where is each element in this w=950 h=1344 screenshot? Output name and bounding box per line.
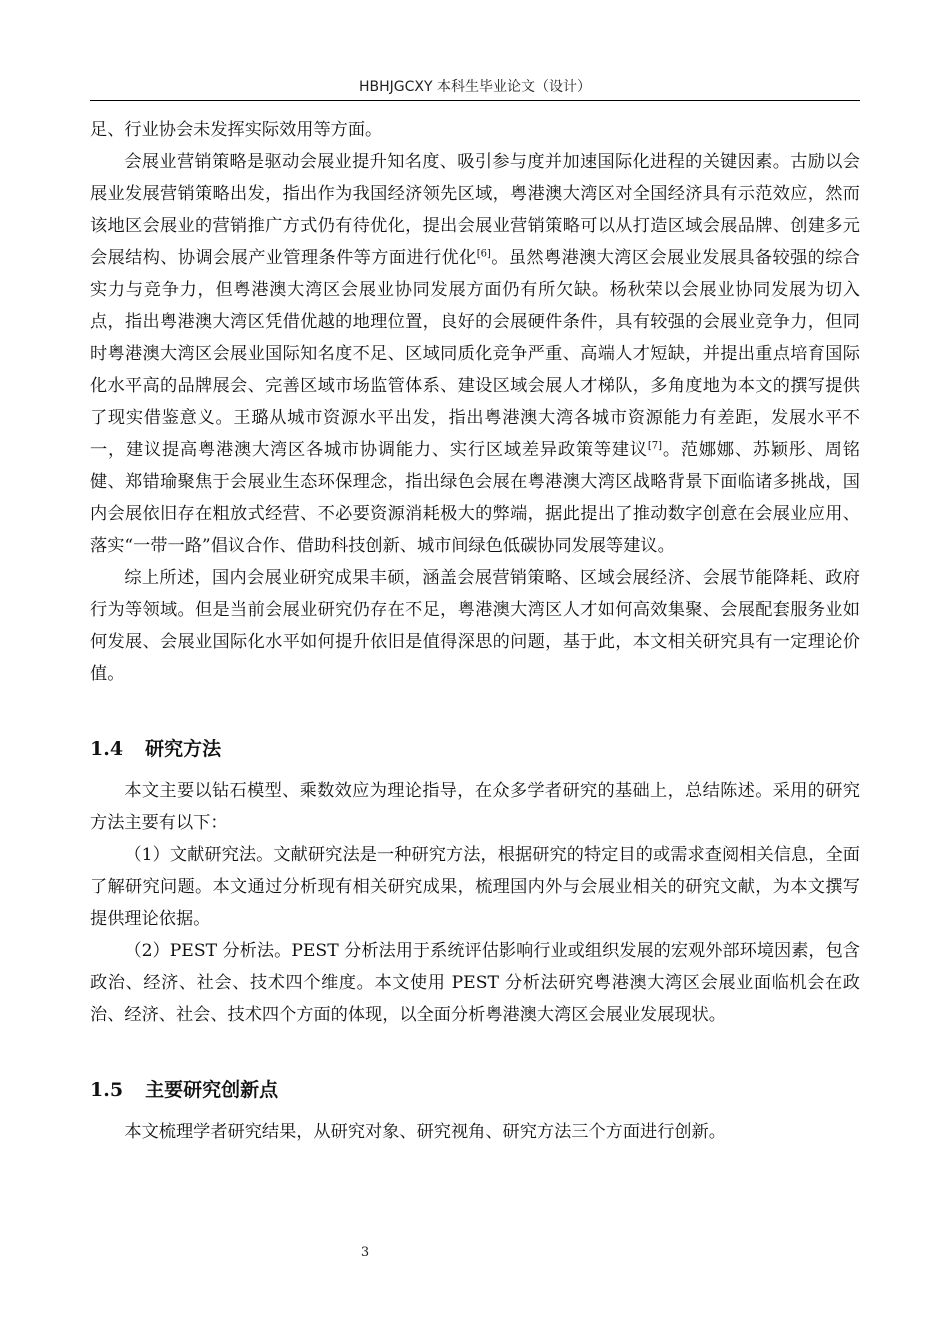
section-number: 1.4 (90, 738, 124, 760)
section-title: 研究方法 (145, 738, 222, 760)
section-number: 1.5 (90, 1079, 124, 1101)
section-title: 主要研究创新点 (145, 1079, 279, 1101)
paragraph-method-literature: （1）文献研究法。文献研究法是一种研究方法，根据研究的特定目的或需求查阅相关信息，全面了解研究问题。本文通过分析现有相关研究成果，梳理国内外与会展业相关的研究文献，为本文撰写提供理论依据。 (90, 845, 860, 929)
citation-ref: [7] (647, 440, 663, 452)
paragraph-innovation-intro: 本文梳理学者研究结果，从研究对象、研究视角、研究方法三个方面进行创新。 (124, 1122, 726, 1142)
paragraph-text: 会展业营销策略是驱动会展业提升知名度、吸引参与度并加速国际化进程的关键因素。古励以会展业发展营销策略出发，指出作为我国经济领先区域，粤港澳大湾区对全国经济具有示范效应，然而该地区会展业的营销推广方式仍有待优化，提出会展业营销策略可以从打造区域会展品牌、创建多元会展结构、协调会展产业管理条件等方面进行优化 (90, 152, 860, 268)
paragraph-method-pest: （2）PEST 分析法。PEST 分析法用于系统评估影响行业或组织发展的宏观外部环境因素，包含政治、经济、社会、技术四个维度。本文使用 PEST 分析法研究粤港澳大湾区会展业面临机会在政治、经济、社会、技术四个方面的体现，以全面分析粤港澳大湾区会展业发展现状。 (90, 941, 860, 1025)
paragraph-marketing-strategy (90, 146, 860, 562)
section-heading-1-4 (90, 733, 860, 765)
section-heading-1-5 (90, 1074, 860, 1106)
paragraph-continuation: 足、行业协会未发挥实际效用等方面。 (90, 120, 383, 140)
body-text (90, 114, 860, 1148)
paragraph-methods-intro: 本文主要以钻石模型、乘数效应为理论指导，在众多学者研究的基础上，总结陈述。采用的研究方法主要有以下： (90, 781, 860, 833)
running-header: HBHJGCXY 本科生毕业论文（设计） (358, 79, 591, 95)
header-rule (90, 100, 860, 101)
paragraph-summary: 综上所述，国内会展业研究成果丰硕，涵盖会展营销策略、区域会展经济、会展节能降耗、政府行为等领域。但是当前会展业研究仍存在不足，粤港澳大湾区人才如何高效集聚、会展配套服务业如何发展、会展业国际化水平如何提升依旧是值得深思的问题，基于此，本文相关研究具有一定理论价值。 (90, 568, 860, 684)
citation-ref: [6] (476, 248, 491, 260)
paragraph-text: 。范娜娜、苏颖彤、周铭健、郑错瑜聚焦于会展业生态环保理念，指出绿色会展在粤港澳大湾区战略背景下面临诸多挑战，国内会展依旧存在粗放式经营、不必要资源消耗极大的弊端，据此提出了推动数字创意在会展业应用、落实“一带一路”倡议合作、借助科技创新、城市间绿色低碳协同发展等建议。 (90, 440, 860, 556)
paragraph-text: 。虽然粤港澳大湾区会展业发展具备较强的综合实力与竞争力，但粤港澳大湾区会展业协同发展方面仍有所欠缺。杨秋荣以会展业协同发展为切入点，指出粤港澳大湾区凭借优越的地理位置，良好的会展硬件条件，具有较强的会展业竞争力，但同时粤港澳大湾区会展业国际知名度不足、区域同质化竞争严重、高端人才短缺，并提出重点培育国际化水平高的品牌展会、完善区域市场监管体系、建设区域会展人才梯队，多角度地为本文的撰写提供了现实借鉴意义。王璐从城市资源水平出发，指出粤港澳大湾各城市资源能力有差距，发展水平不一，建议提高粤港澳大湾区各城市协调能力、实行区域差异政策等建议 (90, 248, 860, 460)
page-number: 3 (360, 1245, 370, 1260)
